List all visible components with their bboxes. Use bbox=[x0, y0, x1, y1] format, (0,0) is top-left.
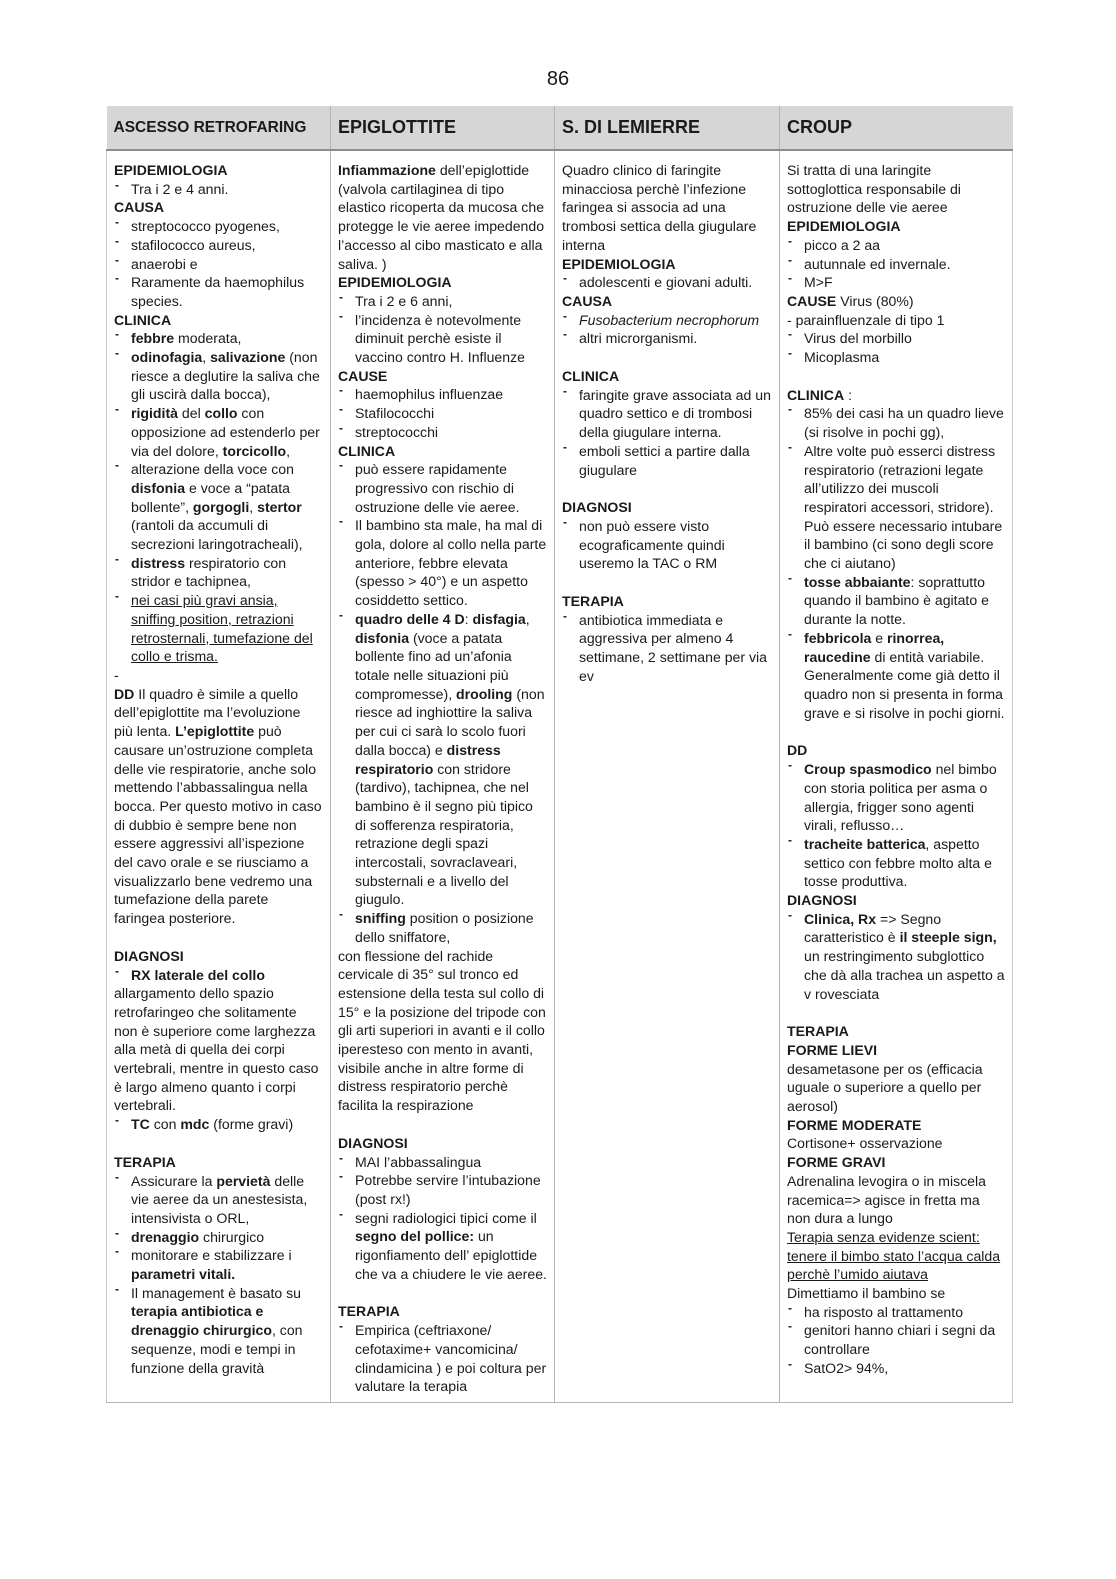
list-item: - Assicurare la pervietà delle vie aeree da un anestesista, intensivista o ORL, bbox=[131, 1172, 323, 1228]
paragraph: Adrenalina levogira o in miscela racemica=> agisce in fretta ma non dura a lungo bbox=[787, 1172, 986, 1227]
intro-paragraph: Si tratta di una laringite sottoglottica responsabile di ostruzione delle vie aeree bbox=[787, 162, 961, 216]
intro-paragraph: Quadro clinico di faringite minacciosa perchè l’infezione faringea si associa ad una trombosi settica della giugulare interna bbox=[562, 162, 757, 253]
section-heading: DD bbox=[787, 742, 808, 759]
list bbox=[787, 760, 1005, 891]
list bbox=[338, 292, 547, 367]
section-heading: CLINICA bbox=[562, 368, 620, 385]
list bbox=[562, 386, 772, 480]
header-ascesso: ASCESSO RETROFARING bbox=[107, 106, 331, 150]
header-lemierre: S. DI LEMIERRE bbox=[555, 106, 780, 150]
list-item: - Tra i 2 e 4 anni. bbox=[131, 180, 323, 199]
list-item: - faringite grave associata ad un quadro settico e di trombosi della giugulare interna. bbox=[579, 386, 772, 442]
list-item: - tosse abbaiante: soprattutto quando il bambino è agitato e durante la notte. bbox=[804, 573, 1005, 629]
paragraph: - parainfluenzale di tipo 1 bbox=[787, 311, 945, 328]
list bbox=[562, 611, 772, 686]
list-item: - monitorare e stabilizzare i parametri vitali. bbox=[131, 1246, 323, 1283]
section-heading: EPIDEMIOLOGIA bbox=[114, 162, 228, 178]
list-item: - rigidità del collo con opposizione ad estenderlo per via del dolore, torcicollo, bbox=[131, 404, 323, 460]
list-item: - l’incidenza è notevolmente diminuit perchè esiste il vaccino contro H. Influenze bbox=[355, 311, 547, 367]
list bbox=[562, 273, 772, 292]
section-heading: CLINICA : bbox=[787, 386, 852, 403]
content-row bbox=[107, 150, 1013, 1403]
section-heading: DIAGNOSI bbox=[114, 947, 184, 964]
cell-epiglottite bbox=[331, 150, 555, 1403]
list-item: - alterazione della voce con disfonia e voce a “patata bollente”, gorgogli, stertor (rantoli da accumuli di secrezioni laringotracheali), bbox=[131, 460, 323, 554]
subsection-heading: FORME GRAVI bbox=[787, 1154, 886, 1171]
list-item: - può essere rapidamente progressivo con rischio di ostruzione delle vie aeree. bbox=[355, 460, 547, 516]
section-heading: CAUSE Virus (80%) bbox=[787, 292, 914, 309]
section-heading: TERAPIA bbox=[787, 1023, 849, 1040]
section-heading: EPIDEMIOLOGIA bbox=[338, 274, 452, 291]
empty-dash: - bbox=[114, 666, 119, 683]
list-item: - Raramente da haemophilus species. bbox=[131, 273, 323, 310]
list-item: - adolescenti e giovani adulti. bbox=[579, 273, 772, 292]
list bbox=[787, 329, 1005, 366]
list-item: - 85% dei casi ha un quadro lieve (si risolve in pochi gg), bbox=[804, 404, 1005, 441]
section-heading: TERAPIA bbox=[562, 593, 624, 610]
list-item: - altri microrganismi. bbox=[579, 329, 772, 348]
list-item: - stafilococco aureus, bbox=[131, 236, 323, 255]
list-item: - febbricola e rinorrea, raucedine di entità variabile. Generalmente come già detto il quadro non si presenta in forma grave e si risolve in pochi giorni. bbox=[804, 629, 1005, 723]
list-item: - TC con mdc (forme gravi) bbox=[131, 1115, 323, 1134]
list-item: - ha risposto al trattamento bbox=[804, 1303, 1005, 1322]
section-heading: DIAGNOSI bbox=[787, 892, 857, 909]
paragraph: desametasone per os (efficacia uguale o superiore a quello per aerosol) bbox=[787, 1060, 983, 1115]
section-heading: CAUSA bbox=[114, 199, 165, 216]
list-item: - MAI l’abbassalingua bbox=[355, 1153, 547, 1172]
section-heading: TERAPIA bbox=[114, 1153, 176, 1170]
list-item: - Altre volte può esserci distress respiratorio (retrazioni legate all’utilizzo dei muscoli respiratori accessori, stridore). Può essere necessario intubare il bambino (ci sono degli score che ci aiutano) bbox=[804, 442, 1005, 573]
list-item: - febbre moderata, bbox=[131, 329, 323, 348]
list-item: - Potrebbe servire l’intubazione (post rx!) bbox=[355, 1171, 547, 1208]
section-heading: EPIDEMIOLOGIA bbox=[787, 218, 901, 235]
list-item: - emboli settici a partire dalla giugulare bbox=[579, 442, 772, 479]
list bbox=[787, 1303, 1005, 1378]
paragraph: Cortisone+ osservazione bbox=[787, 1135, 943, 1152]
list-item: - Il bambino sta male, ha mal di gola, dolore al collo nella parte anteriore, febbre elevata (spesso > 40°) e un aspetto cosiddetto settico. bbox=[355, 516, 547, 610]
list bbox=[114, 329, 323, 666]
list bbox=[114, 1172, 323, 1378]
list bbox=[338, 385, 547, 441]
list bbox=[562, 517, 772, 573]
paragraph: con flessione del rachide cervicale di 35° sul tronco ed estensione della testa sul collo di 15° e la posizione del tripode con gli arti superiori in avanti e il collo iperesteso con mento in avanti, visibile anche in altre forme di distress respiratorio perchè facilita la respirazione bbox=[338, 947, 546, 1114]
list bbox=[787, 236, 1005, 292]
list bbox=[787, 404, 1005, 722]
list-item: - Virus del morbillo bbox=[804, 329, 1005, 348]
list-item: - tracheite batterica, aspetto settico con febbre molto alta e tosse produttiva. bbox=[804, 835, 1005, 891]
list-item: - nei casi più gravi ansia, sniffing position, retrazioni retrosternali, tumefazione del collo e trisma. bbox=[131, 591, 323, 666]
section-heading: CAUSE bbox=[338, 367, 388, 384]
list-item: - Micoplasma bbox=[804, 348, 1005, 367]
section-heading: DIAGNOSI bbox=[338, 1134, 408, 1151]
list-item: - SatO2> 94%, bbox=[804, 1359, 1005, 1378]
list-item: - streptococchi bbox=[355, 423, 547, 442]
list bbox=[338, 460, 547, 946]
cell-ascesso bbox=[107, 150, 331, 1403]
paragraph: allargamento dello spazio retrofaringeo che solitamente non è superiore come larghezza alla metà di quella dei corpi vertebrali, mentre in questo caso è largo almeno quanto i corpi vertebrali. bbox=[114, 985, 319, 1114]
list-item: - antibiotica immediata e aggressiva per almeno 4 settimane, 2 settimane per via ev bbox=[579, 611, 772, 686]
list-item: - Fusobacterium necrophorum bbox=[579, 311, 772, 330]
list-item: - Il management è basato su terapia antibiotica e drenaggio chirurgico, con sequenze, modi e tempi in funzione della gravità bbox=[131, 1284, 323, 1378]
list-item: - haemophilus influenzae bbox=[355, 385, 547, 404]
list-item: - autunnale ed invernale. bbox=[804, 255, 1005, 274]
list-item: - picco a 2 aa bbox=[804, 236, 1005, 255]
list-item: - quadro delle 4 D: disfagia, disfonia (voce a patata bollente fino ad un’afonia totale nelle situazioni più compromesse), drooling (non riesce ad inghiottire la saliva per cui ci sarà lo scolo fuori dalla bocca) e distress respiratorio con stridore (tardivo), tachipnea, che nel bambino è il segno più tipico di sofferenza respiratoria, retrazione degli spazi intercostali, sovraclaveari, substernali e a livello del giugulo. bbox=[355, 610, 547, 909]
cell-croup bbox=[780, 150, 1013, 1403]
paragraph: Dimettiamo il bambino se bbox=[787, 1285, 946, 1302]
list-item: - odinofagia, salivazione (non riesce a deglutire la saliva che gli uscirà dalla bocca), bbox=[131, 348, 323, 404]
list-item: - Tra i 2 e 6 anni, bbox=[355, 292, 547, 311]
section-heading: CLINICA bbox=[338, 442, 396, 459]
list bbox=[114, 217, 323, 311]
header-epiglottite: EPIGLOTTITE bbox=[331, 106, 555, 150]
list bbox=[114, 966, 323, 985]
page-number: 86 bbox=[546, 68, 570, 90]
section-heading: EPIDEMIOLOGIA bbox=[562, 255, 676, 272]
list-item: - Stafilococchi bbox=[355, 404, 547, 423]
intro-paragraph: Infiammazione dell’epiglottide (valvola cartilaginea di tipo elastico ricoperta da mucosa che protegge le vie aeree impedendo l’accesso al cibo masticato e alla saliva. ) bbox=[338, 162, 545, 272]
list bbox=[787, 910, 1005, 1004]
list-item: - drenaggio chirurgico bbox=[131, 1228, 323, 1247]
dd-paragraph: DD Il quadro è simile a quello dell’epiglottite ma l’evoluzione più lenta. L’epiglottite può causare un’ostruzione completa delle vie respiratorie, anche solo mettendo l’abbassalingua nella bocca. Per questo motivo in caso di dubbio è sempre bene non essere aggressivi all’ispezione del cavo orale e se riusciamo a visualizzarlo bene vedremo una tumefazione della parete faringea posteriore. bbox=[114, 685, 322, 927]
list-item: - segni radiologici tipici come il segno del pollice: un rigonfiamento dell’ epiglottide che va a chiudere le vie aeree. bbox=[355, 1209, 547, 1284]
section-heading: TERAPIA bbox=[338, 1303, 400, 1320]
subsection-heading: FORME MODERATE bbox=[787, 1116, 922, 1133]
section-heading: CAUSA bbox=[562, 292, 613, 309]
list-item: - anaerobi e bbox=[131, 255, 323, 274]
list-item: - M>F bbox=[804, 273, 1005, 292]
list-item: - sniffing position o posizione dello sniffatore, bbox=[355, 909, 547, 946]
list bbox=[338, 1153, 547, 1284]
cell-lemierre bbox=[555, 150, 780, 1403]
list-item: - genitori hanno chiari i segni da controllare bbox=[804, 1321, 1005, 1358]
list bbox=[562, 311, 772, 348]
list-item: - streptococco pyogenes, bbox=[131, 217, 323, 236]
list-item: - distress respiratorio con stridor e tachipnea, bbox=[131, 554, 323, 591]
header-croup: CROUP bbox=[780, 106, 1013, 150]
header-row bbox=[107, 106, 1013, 150]
comparison-table bbox=[106, 106, 1013, 1403]
list bbox=[114, 180, 323, 199]
section-heading: DIAGNOSI bbox=[562, 499, 632, 516]
list-item: - non può essere visto ecograficamente quindi useremo la TAC o RM bbox=[579, 517, 772, 573]
list bbox=[114, 1115, 323, 1134]
underlined-note: Terapia senza evidenze scient: tenere il bimbo stato l’acqua calda perchè l’umido aiutava bbox=[787, 1228, 1001, 1283]
list-item: - Clinica, Rx => Segno caratteristico è il steeple sign, un restringimento subglottico che dà alla trachea un aspetto a v rovesciata bbox=[804, 910, 1005, 1004]
subsection-heading: FORME LIEVI bbox=[787, 1041, 878, 1058]
list-item: - RX laterale del collo bbox=[131, 966, 323, 985]
list-item: - Empirica (ceftriaxone/ cefotaxime+ vancomicina/ clindamicina ) e poi coltura per valutare la terapia bbox=[355, 1321, 547, 1396]
list bbox=[338, 1321, 547, 1396]
section-heading: CLINICA bbox=[114, 311, 172, 328]
list-item: - Croup spasmodico nel bimbo con storia politica per asma o allergia, frigger sono agenti virali, reflusso… bbox=[804, 760, 1005, 835]
